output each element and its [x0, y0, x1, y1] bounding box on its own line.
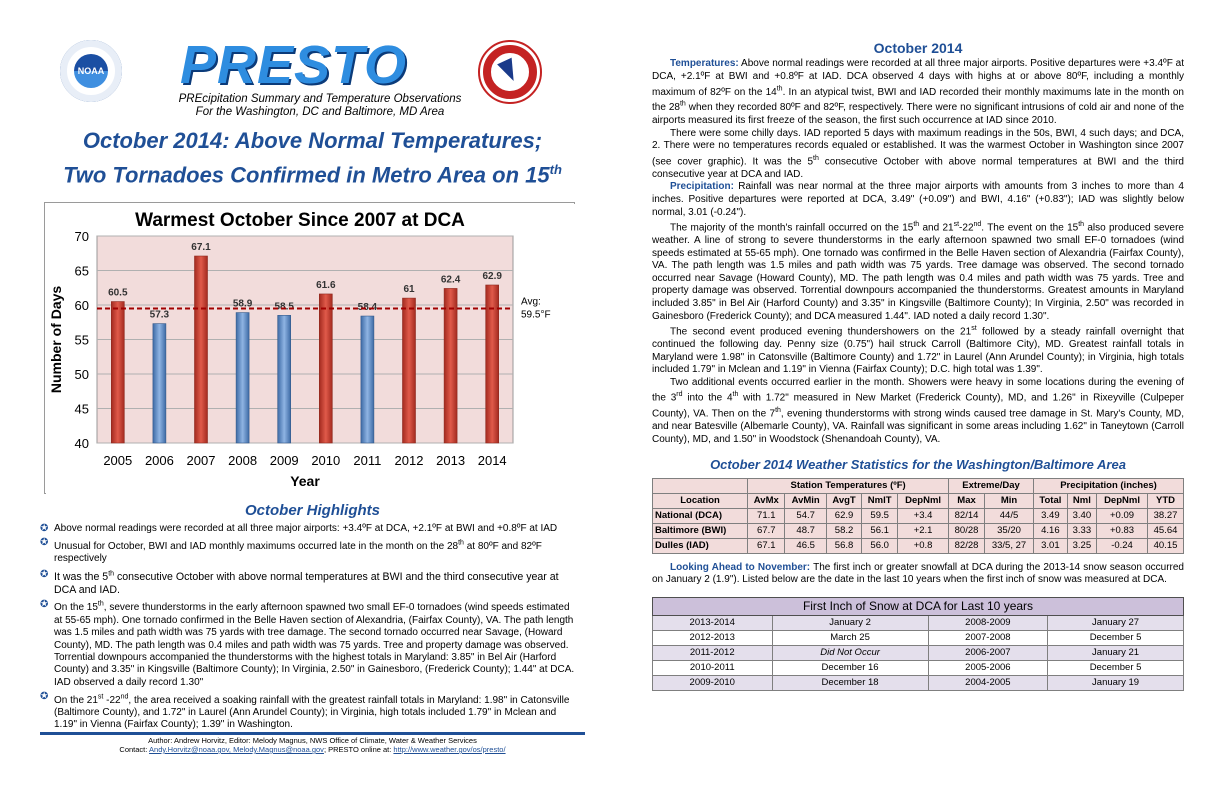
x-tick-label: 2006: [144, 453, 174, 468]
stats-cell: 58.2: [826, 523, 861, 538]
stats-location-cell: National (DCA): [653, 508, 748, 523]
x-axis-label: Year: [290, 473, 320, 489]
credits-contact-prefix: Contact:: [119, 745, 150, 754]
precipitation-text: Rainfall was near normal at the three major airports with amounts from 3 inches to more than 4 inches. Positive departures were reported at DCA, 3.49" (+0.09") and BWI, 4.16" (+0.83"); IAD was slightly below normal, 3.01 (-0.24").: [652, 181, 1184, 218]
snow-date-cell: December 5: [1048, 630, 1184, 645]
stats-cell: +0.09: [1097, 508, 1148, 523]
stats-cell: 56.8: [826, 538, 861, 553]
snow-season-cell: 2005-2006: [928, 660, 1048, 675]
table-row: [653, 615, 1184, 630]
table-row: [653, 630, 1184, 645]
snow-season-cell: 2010-2011: [653, 660, 773, 675]
snow-table-container: [652, 597, 1184, 691]
precipitation-paragraph-3: The second event produced evening thundershowers on the 21st followed by a steady rainfall overnight that continued the following day. Penny size (0.75") hail struck Carroll (Baltimore City), MD. Greatest rainfall totals in Maryland were 1.98" in Catonsville (Baltimore County) and 1.72" in Laurel (Ann Arundel County); in Virginia, high totals included 1.79" in Mclean and 1.19" in Vienna (Fairfax County); D.C. high total was 1.39".: [652, 325, 1185, 376]
highlight-item: [40, 599, 580, 689]
x-tick-label: 2012: [394, 453, 424, 468]
x-tick-label: 2014: [477, 453, 507, 468]
snow-date-cell: March 25: [772, 630, 928, 645]
y-tick-label: 40: [74, 436, 89, 451]
temperatures-paragraph-2: There were some chilly days. IAD reported 5 days with maximum readings in the 50s, BWI, 4 such days; and DCA, 2. There were no temperatures records equaled or established. It was the warmest October in Washington since 2007 (see cover graphic). It was the 5th consecutive October with above normal temperatures at BWI and the third consecutive year at DCA and IAD.: [652, 127, 1184, 180]
stats-column-header: AvgT: [826, 493, 861, 508]
contact-email-link[interactable]: Andy.Horvitz@noaa.gov, Melody.Magnus@noaa.gov: [149, 745, 324, 754]
highlight-text: It was the 5th consecutive October with above normal temperatures at BWI and the third consecutive year at DCA and IAD.: [54, 570, 559, 597]
highlight-item: [40, 568, 580, 598]
bar: [444, 288, 457, 443]
bar-value-label: 58.9: [232, 298, 253, 310]
table-row: [653, 538, 1184, 553]
bar-chart: [45, 203, 576, 495]
table-row: [653, 523, 1184, 538]
bar-value-label: 67.1: [191, 242, 211, 254]
presto-subtitle-line1: PREcipitation Summary and Temperature Observations: [178, 93, 462, 105]
headline-line2-sup: th: [549, 162, 562, 177]
headline: [40, 126, 585, 189]
presto-subtitle-line2: For the Washington, DC and Baltimore, MD Area: [195, 106, 445, 118]
stats-cell: +0.83: [1097, 523, 1148, 538]
stats-cell: 82/28: [949, 538, 985, 553]
stats-cell: 82/14: [949, 508, 985, 523]
temperatures-paragraph: [652, 58, 1184, 128]
y-tick-label: 55: [74, 332, 89, 348]
stats-column-header: Nml: [1067, 493, 1096, 508]
stats-table: [652, 478, 1184, 554]
headline-line2: [40, 155, 585, 189]
stats-cell: 80/28: [949, 523, 985, 538]
stats-location-cell: Dulles (IAD): [653, 538, 748, 553]
stats-cell: 35/20: [984, 523, 1033, 538]
precipitation-paragraph-2: The majority of the month's rainfall occurred on the 15th and 21st-22nd. The event on the 15th also produced severe weather. A line of strong to severe thunderstorms in the early afternoon spawned two small EF-0 tornadoes (wind speeds estimated at 55-65 mph). One tornado was confirmed in the Belle Haven section of Alexandria (Fairfax County), VA. The path length was 1.5 miles and path width was 75 yards. Tree damage was observed. The second tornado occurred near Savage (Howard County), MD. The path length was 0.4 miles and path width was 75 yards. Tree and property damage was observed. Torrential downpours accompanied the thunderstorms. Greatest amounts in Maryland included 3.85" in Bel Air (Harford County) and 3.35" in Kingsville (Baltimore County); In Virginia, 2.50" was recorded in Gainesboro (Frederick County); and DCA measured 1.44". IAD noted a daily record 1.30".: [652, 221, 1184, 322]
bullet-icon: ✪: [40, 523, 49, 534]
stats-cell: 3.49: [1034, 508, 1068, 523]
bar-value-label: 61.6: [316, 279, 336, 291]
snow-date-cell: January 27: [1048, 615, 1184, 630]
snow-date-cell: December 16: [772, 660, 928, 675]
snow-season-cell: 2004-2005: [928, 675, 1048, 690]
looking-ahead-text: The first inch or greater snowfall at DCA during the 2013-14 snow season occurred on January 2 (1.9"). Listed below are the date in the last 10 years when the first inch of snow was measured at DCA.: [652, 561, 1184, 586]
stats-column-header: AvMin: [785, 493, 826, 508]
stats-cell: 44/5: [984, 508, 1033, 523]
bar: [278, 315, 291, 443]
temperatures-text: Above normal readings were recorded at all three major airports. Positive departures were +3.4ºF at DCA, +2.1ºF at BWI and +0.8ºF at IAD. DCA observed 4 days with highs at or above 80ºF, including a monthly maximum of 82ºF on the 14th. In an atypical twist, BWI and IAD recorded their monthly maximums late in the month on the 28th when they recorded 80ºF and 82ºF, respectively. There were no significant intrusions of cold air and none of the airports measured its first freeze of the season, the first such occurrence at IAD since 2010.: [652, 58, 1184, 127]
stats-group-header-row: [653, 478, 1184, 493]
stats-column-header: DepNml: [898, 493, 949, 508]
stats-cell: 3.01: [1034, 538, 1068, 553]
bar: [111, 302, 124, 443]
stats-cell: 33/5, 27: [984, 538, 1033, 553]
stats-cell: -0.24: [1097, 538, 1148, 553]
noaa-logo-text: NOAA: [74, 54, 108, 88]
snow-table-title: First Inch of Snow at DCA for Last 10 years: [653, 597, 1184, 615]
stats-cell: 71.1: [748, 508, 785, 523]
y-axis-label: Number of Days: [48, 285, 64, 394]
stats-column-header: Min: [984, 493, 1033, 508]
stats-cell: 3.40: [1067, 508, 1096, 523]
stats-cell: 46.5: [785, 538, 826, 553]
stats-cell: +2.1: [898, 523, 949, 538]
highlights-list: [40, 523, 580, 734]
highlight-text: On the 21st -22nd, the area received a soaking rainfall with the greatest rainfall totals in Maryland: 1.98" in Catonsville (Baltimore County), and 1.72" in Laurel (Ann Arundel County); in Virginia, high totals included 1.79" in Mclean and 1.19" in Vienna (Fairfax County); 1.39" in Washington.: [54, 693, 570, 731]
stats-cell: 3.25: [1067, 538, 1096, 553]
bar: [361, 316, 374, 443]
stats-cell: 3.33: [1067, 523, 1096, 538]
precipitation-lead: Precipitation:: [670, 181, 734, 193]
chart-container: [44, 202, 575, 494]
snow-date-cell: Did Not Occur: [772, 645, 928, 660]
table-row: [653, 508, 1184, 523]
looking-ahead-lead: Looking Ahead to November:: [670, 561, 811, 573]
snow-season-cell: 2012-2013: [653, 630, 773, 645]
x-tick-label: 2005: [103, 453, 133, 468]
noaa-logo: [60, 40, 122, 102]
y-tick-label: 45: [74, 401, 89, 417]
highlight-item: [40, 691, 580, 732]
bullet-icon: ✪: [40, 599, 49, 611]
table-row: [653, 645, 1184, 660]
presto-title: PRESTO: [180, 35, 408, 95]
x-tick-label: 2013: [436, 453, 466, 468]
highlight-text: On the 15th, severe thunderstorms in the early afternoon spawned two small EF-0 tornadoes (wind speeds estimated at 55-65 mph). One tornado confirmed in the Belle Haven section of Alexandria, (Fairfax County), VA. The path length was 1.5 miles and path width was 75 yards with tree damage. The second tornado occurred near Savage, (Howard County), MD. The path length was 0.4 miles and path width was 75 yards. Tree and property damage was observed. Torrential downpours accompanied the thunderstorms with the highest totals in Maryland: 3.85" in Bel Air (Harford County) and 3.35" in Kingsville (Baltimore County); In Virginia, 2.50" in Gainesboro, (Frederick County); 1.44" at DCA. IAD observed a daily record 1.30": [54, 601, 575, 688]
stats-column-header: YTD: [1148, 493, 1184, 508]
temperatures-lead: Temperatures:: [670, 58, 739, 69]
table-row: [653, 660, 1184, 675]
stats-cell: 67.1: [748, 538, 785, 553]
bar-value-label: 61: [403, 284, 415, 296]
stats-cell: 40.15: [1148, 538, 1184, 553]
stats-group-blank: [653, 478, 748, 493]
stats-cell: 62.9: [826, 508, 861, 523]
y-tick-label: 70: [74, 229, 89, 244]
stats-cell: 67.7: [748, 523, 785, 538]
presto-url-link[interactable]: http://www.weather.gov/os/presto/: [393, 745, 506, 754]
table-row: [653, 675, 1184, 690]
highlight-item: [40, 523, 580, 535]
stats-column-header: DepNml: [1097, 493, 1148, 508]
y-tick-label: 65: [74, 263, 89, 279]
snow-date-cell: December 18: [772, 675, 928, 690]
snow-date-cell: January 21: [1048, 645, 1184, 660]
highlights-title: October Highlights: [245, 502, 380, 519]
bar-value-label: 62.9: [482, 270, 502, 282]
snow-table-header-row: [653, 597, 1184, 615]
highlight-item: [40, 537, 580, 565]
bar-value-label: 58.4: [357, 302, 378, 314]
precipitation-paragraph-4: Two additional events occurred earlier in the month. Showers were heavy in some locations during the evening of the 3rd into the 4th with 1.72" measured in New Market (Frederick County), MD, and 1.26" in Rixeyville (Culpeper County), VA. Then on the 7th, evening thunderstorms with strong winds caused tree damage in St. Mary's County, MD, and near Batesville (Albemarle County), VA. Rainfall was significant in some areas including 1.62" in Taneytown (Carroll County), MD, and 1.50" in Woodstock (Shenandoah County), VA.: [652, 376, 1185, 445]
divider: [40, 732, 585, 735]
highlight-text: Unusual for October, BWI and IAD monthly maximums occurred late in the month on the 28th at 80ºF and 82ºF respectively: [54, 539, 542, 565]
x-tick-label: 2008: [228, 453, 258, 468]
x-tick-label: 2011: [353, 453, 382, 468]
average-label: Avg:: [521, 296, 541, 308]
bar: [153, 324, 166, 443]
headline-line2-text: Two Tornadoes Confirmed in Metro Area on 15: [63, 162, 550, 188]
credits-contact: [40, 745, 585, 754]
bullet-icon: ✪: [40, 537, 49, 549]
snow-date-cell: January 19: [1048, 675, 1184, 690]
bullet-icon: ✪: [40, 691, 49, 703]
highlight-text: Above normal readings were recorded at all three major airports: +3.4ºF at DCA, +2.1ºF at BWI and +0.8ºF at IAD: [54, 523, 558, 534]
stats-cell: 59.5: [862, 508, 898, 523]
precipitation-paragraph: [652, 181, 1184, 219]
stats-location-cell: Baltimore (BWI): [653, 523, 748, 538]
chart-title: Warmest October Since 2007 at DCA: [135, 210, 465, 231]
bar: [403, 298, 416, 443]
stats-cell: +0.8: [898, 538, 949, 553]
stats-table-title: October 2014 Weather Statistics for the Washington/Baltimore Area: [710, 456, 1126, 472]
x-tick-label: 2009: [269, 453, 299, 468]
bar: [319, 294, 332, 443]
left-column: [40, 30, 585, 770]
looking-ahead-paragraph: [652, 562, 1184, 587]
snow-table: [652, 597, 1184, 691]
nws-logo: [478, 40, 542, 104]
bar-value-label: 57.3: [149, 309, 170, 321]
bar-value-label: 58.5: [274, 301, 294, 313]
bar-value-label: 60.5: [108, 287, 128, 299]
x-tick-label: 2007: [186, 453, 216, 468]
stats-cell: 56.0: [862, 538, 898, 553]
x-tick-label: 2010: [311, 453, 341, 468]
bullet-icon: ✪: [40, 568, 49, 580]
snow-season-cell: 2011-2012: [653, 645, 773, 660]
stats-group-header: Precipitation (inches): [1034, 478, 1184, 493]
bar: [236, 313, 249, 443]
snow-season-cell: 2007-2008: [928, 630, 1048, 645]
snow-season-cell: 2009-2010: [653, 675, 773, 690]
snow-season-cell: 2008-2009: [928, 615, 1048, 630]
stats-column-header: NmlT: [862, 493, 898, 508]
y-tick-label: 50: [74, 367, 89, 382]
stats-group-header: Extreme/Day: [949, 478, 1034, 493]
average-value-label: 59.5°F: [521, 309, 551, 321]
stats-group-header: Station Temperatures (ºF): [748, 478, 949, 493]
credits-author: Author: Andrew Horvitz, Editor: Melody Magnus, NWS Office of Climate, Water & Weather Services: [148, 736, 477, 745]
stats-column-header: Location: [653, 493, 748, 508]
stats-cell: 4.16: [1034, 523, 1068, 538]
stats-cell: 38.27: [1148, 508, 1184, 523]
stats-cell: 48.7: [785, 523, 826, 538]
y-tick-label: 60: [74, 298, 89, 313]
stats-cell: 56.1: [862, 523, 898, 538]
stats-cell: 54.7: [785, 508, 826, 523]
snow-season-cell: 2006-2007: [928, 645, 1048, 660]
snow-season-cell: 2013-2014: [653, 615, 773, 630]
month-title: October 2014: [873, 40, 963, 56]
stats-column-header-row: [653, 493, 1184, 508]
stats-cell: +3.4: [898, 508, 949, 523]
bar-value-label: 62.4: [440, 274, 461, 286]
headline-line1: October 2014: Above Normal Temperatures;: [82, 128, 543, 153]
stats-column-header: Max: [949, 493, 985, 508]
stats-column-header: AvMx: [748, 493, 785, 508]
credits-contact-mid: ; PRESTO online at:: [323, 745, 394, 754]
bar: [195, 256, 208, 443]
snow-date-cell: December 5: [1048, 660, 1184, 675]
stats-cell: 45.64: [1148, 523, 1184, 538]
stats-column-header: Total: [1034, 493, 1068, 508]
right-column: [652, 40, 1184, 780]
snow-date-cell: January 2: [772, 615, 928, 630]
